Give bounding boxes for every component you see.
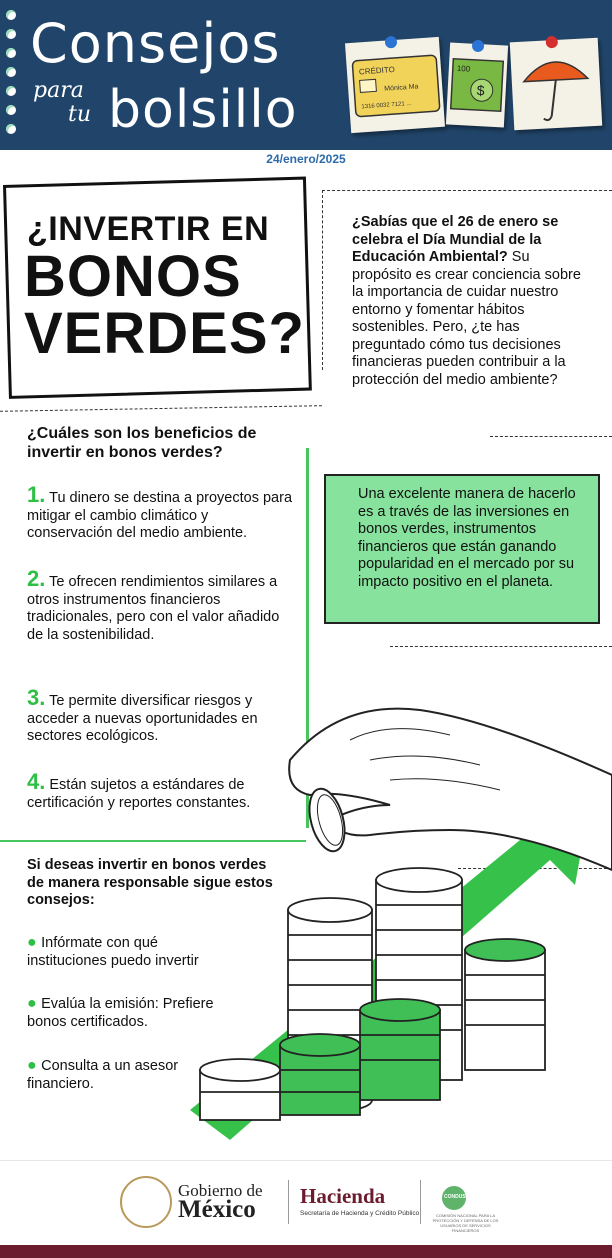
condusef-label: CONDUSEF: [444, 1194, 473, 1200]
benefit-text: Tu dinero se destina a proyectos para mitigar el cambio climático y conservación del medio ambiente.: [27, 490, 293, 541]
divider-line: [390, 646, 612, 647]
svg-text:$: $: [476, 82, 485, 99]
tip-item: [27, 995, 227, 1031]
benefits-question: ¿Cuáles son los beneficios de invertir en bonos verdes?: [27, 425, 257, 461]
footer-color-bar: [0, 1245, 612, 1258]
title-line-3: VERDES?: [24, 301, 305, 366]
footer-separator: [420, 1180, 421, 1224]
green-callout-box: Una excelente manera de hacerlo es a través de las inversiones en bonos verdes, instrumentos financieros que están ganando popularidad en el mercado por su impacto positivo en el planeta.: [324, 474, 600, 624]
divider-line: [322, 190, 612, 191]
mexico-seal-icon: [120, 1176, 172, 1228]
gobierno-label: Gobierno de: [178, 1181, 263, 1200]
header-banner: [0, 0, 612, 150]
hand-coins-arrow-illustration: [190, 680, 612, 1140]
title-line-1: ¿INVERTIR EN: [27, 210, 270, 248]
date-label: 24/enero/2025: [266, 152, 346, 166]
condusef-subtitle: COMISIÓN NACIONAL PARA LA PROTECCIÓN Y DEFENSA DE LOS USUARIOS DE SERVICIOS FINANCIEROS: [432, 1213, 499, 1233]
bullet-icon: ●: [27, 934, 42, 951]
dollar-bill-icon: [446, 43, 508, 128]
mexico-label: México: [178, 1196, 256, 1223]
divider-line: [490, 436, 612, 437]
bill-value: 100: [456, 63, 471, 74]
card-number: 1316 0032 7121 ...: [361, 100, 412, 111]
bullet-icon: ●: [27, 995, 42, 1012]
card-name: Mónica Ma: [384, 83, 419, 93]
coin-stack-icon: [280, 1034, 360, 1115]
coin-stack-icon: [360, 999, 440, 1100]
credit-card-icon: [345, 37, 445, 133]
benefit-text: Te ofrecen rendimientos similares a otros instrumentos financieros tradicionales, pero con el valor añadido de la sostenibilidad.: [27, 574, 280, 643]
header-para: para: [33, 78, 84, 103]
hacienda-subtitle: Secretaría de Hacienda y Crédito Público: [300, 1210, 420, 1217]
benefit-text: Están sujetos a estándares de certificación y reportes constantes.: [27, 777, 251, 811]
money-note: [446, 43, 508, 128]
divider-line: [322, 190, 323, 370]
divider-line: [0, 405, 322, 412]
benefit-text: Te permite diversificar riesgos y acceder a nuevas oportunidades en sectores ecológicos.: [27, 693, 258, 744]
benefit-number: 1.: [27, 482, 46, 507]
header-tu: tu: [68, 102, 92, 127]
umbrella-icon: [510, 38, 602, 130]
intro-text: Su propósito es crear conciencia sobre la importancia de cuidar nuestro entorno y fomentar hábitos sostenibles. Pero, ¿te has preguntado cómo tus decisiones financieras pueden contribuir a la protección del medio ambiente?: [352, 249, 581, 388]
footer-separator: [288, 1180, 289, 1224]
benefit-number: 3.: [27, 685, 46, 710]
credit-card-note: [345, 37, 445, 133]
tip-text: Evalúa la emisión: Prefiere bonos certificados.: [27, 996, 214, 1030]
benefit-item: [27, 566, 297, 644]
tip-text: Consulta a un asesor financiero.: [27, 1058, 179, 1092]
tip-item: [27, 934, 227, 970]
notebook-spiral: [6, 10, 20, 143]
umbrella-note: [510, 38, 602, 130]
title-line-2: BONOS: [24, 244, 242, 309]
card-credito-label: CRÉDITO: [358, 64, 396, 77]
benefit-item: [27, 482, 297, 543]
bullet-icon: ●: [27, 1057, 42, 1074]
hacienda-label: Hacienda: [300, 1184, 386, 1208]
intro-bold: ¿Sabías que el 26 de enero se celebra el Día Mundial de la Educación Ambiental?: [352, 214, 559, 265]
header-title-consejos: Consejos: [30, 12, 281, 75]
coin-stack-icon: [465, 939, 545, 1070]
tip-text: Infórmate con qué instituciones puedo invertir: [27, 935, 199, 969]
intro-paragraph: [352, 214, 592, 389]
header-title-bolsillo: bolsillo: [108, 80, 298, 140]
tip-item: [27, 1057, 227, 1093]
benefit-number: 4.: [27, 769, 46, 794]
tips-question: Si deseas invertir en bonos verdes de manera responsable sigue estos consejos:: [27, 857, 273, 908]
benefit-number: 2.: [27, 566, 46, 591]
